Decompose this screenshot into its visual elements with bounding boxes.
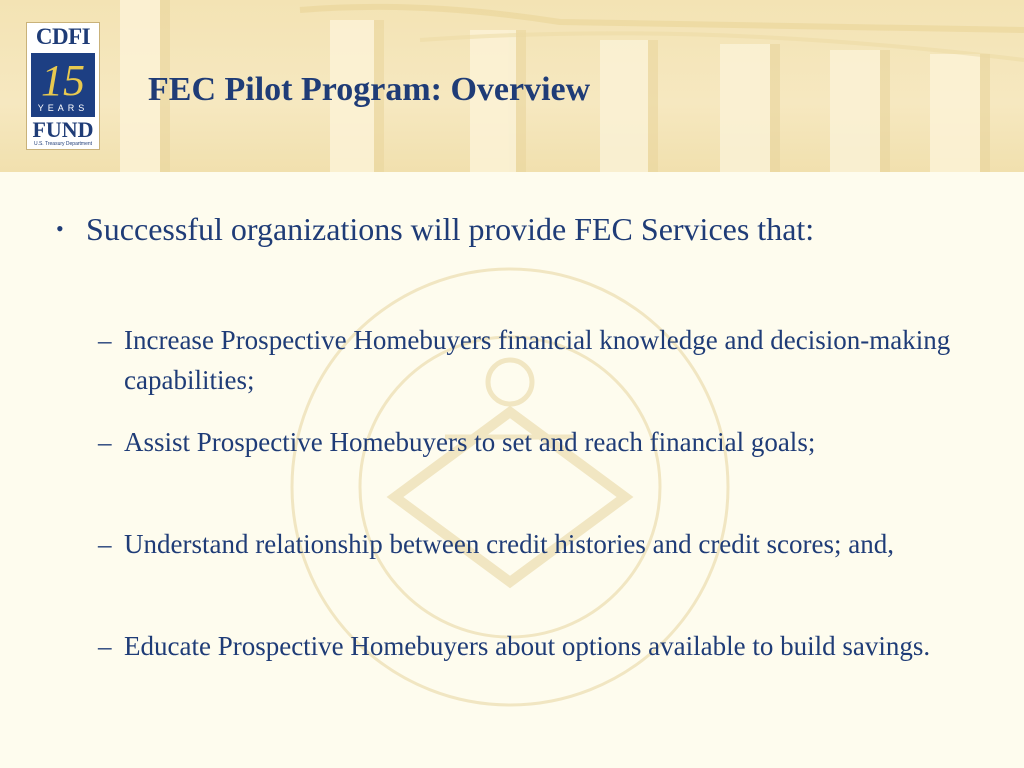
sub-item (98, 320, 958, 400)
sub-item (98, 524, 958, 564)
sub-item-text: Increase Prospective Homebuyers financial knowledge and decision-making capabilities; (124, 325, 951, 395)
logo-anniversary-box (31, 53, 95, 117)
slide-title: FEC Pilot Program: Overview (148, 71, 591, 108)
dash-marker: – (98, 325, 112, 355)
sub-item (98, 626, 958, 666)
bullet-marker: • (56, 216, 64, 241)
logo-number: 15 (41, 56, 85, 105)
dash-marker: – (98, 631, 112, 661)
main-bullet-text: Successful organizations will provide FEC Services that: (86, 211, 815, 247)
sub-item (98, 422, 958, 462)
sub-item-text: Educate Prospective Homebuyers about options available to build savings. (124, 631, 931, 661)
logo-top-text: CDFI (35, 24, 91, 49)
dash-marker: – (98, 427, 112, 457)
logo-years: YEARS (37, 103, 89, 113)
sub-item-text: Understand relationship between credit histories and credit scores; and, (124, 529, 895, 559)
dash-marker: – (98, 529, 112, 559)
header-banner (0, 0, 1024, 172)
logo-department: U.S. Treasury Department (33, 141, 93, 147)
main-bullet (56, 206, 956, 252)
logo-bottom-text: FUND (32, 117, 94, 142)
cdfi-fund-logo (26, 22, 100, 150)
sub-item-text: Assist Prospective Homebuyers to set and reach financial goals; (124, 427, 816, 457)
